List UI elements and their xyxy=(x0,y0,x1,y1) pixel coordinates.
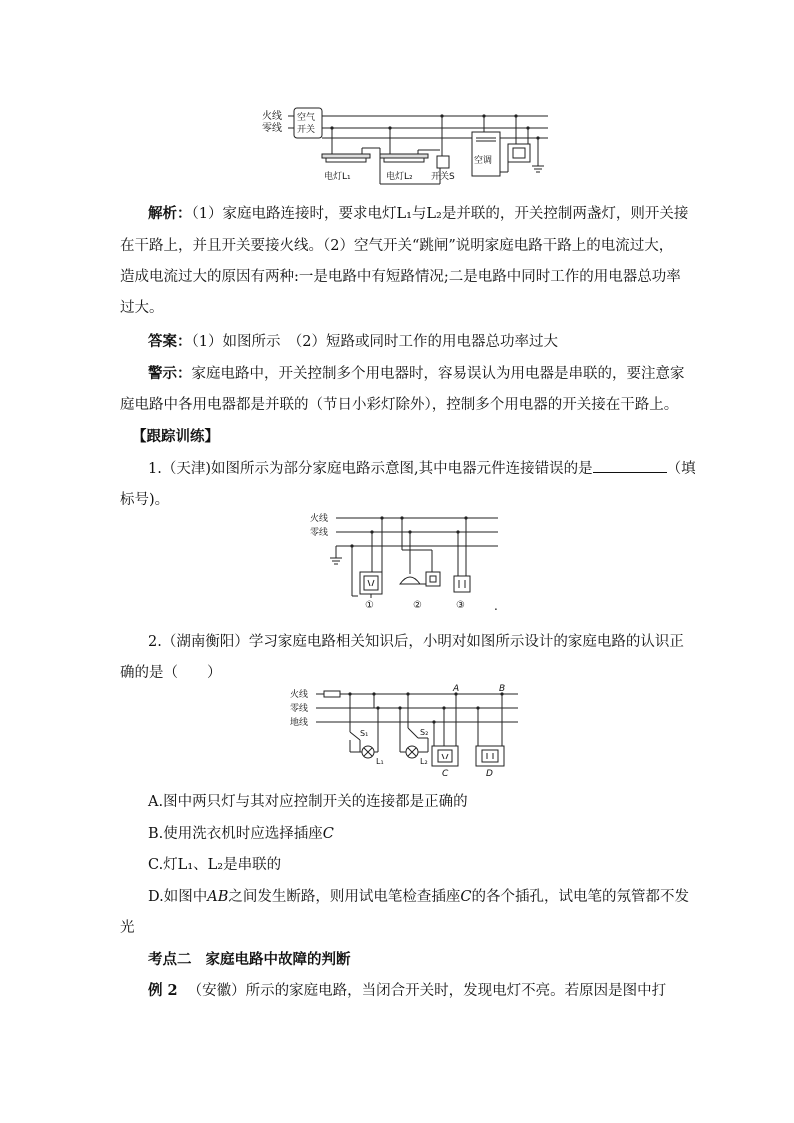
warning-label: 警示： xyxy=(148,365,192,382)
point-b-label: B xyxy=(499,684,506,694)
socket-c-label: C xyxy=(442,769,449,778)
analysis-text-1: （1）家庭电路连接时，要求电灯L₁与L₂是并联的，开关控制两盏灯，则开关接 xyxy=(191,206,689,222)
analysis-label: 解析： xyxy=(148,205,192,222)
topic-2-label: 考点二 xyxy=(148,951,192,968)
socket-d-label: D xyxy=(486,769,493,778)
question-2-line-1: 2.（湖南衡阳）学习家庭电路相关知识后，小明对如图所示设计的家庭电路的认识正 xyxy=(148,634,684,650)
circuit-figure-2 xyxy=(306,510,506,614)
option-c: C.灯L₁、L₂是串联的 xyxy=(148,857,282,873)
option-d-text-3: 的各个插孔，试电笔的氖管都不发 xyxy=(471,889,689,905)
lamp1-label: 电灯L₁ xyxy=(324,172,351,182)
live-wire-label: 火线 xyxy=(262,111,282,122)
option-d-text-1: D.如图中 xyxy=(148,889,208,905)
analysis-line-1 xyxy=(148,202,688,223)
aircon-label: 空调 xyxy=(474,156,493,166)
example-2-text: （安徽）所示的家庭电路，当闭合开关时，发现电灯不亮。若原因是图中打 xyxy=(187,983,667,999)
lamp2-label: 电灯L₂ xyxy=(386,172,413,182)
question-1-line-2: 标号)。 xyxy=(120,492,170,508)
example-2-line xyxy=(148,979,666,1000)
warning-line-1 xyxy=(148,362,685,383)
option-d-line-1 xyxy=(148,885,689,906)
option-b xyxy=(148,822,334,843)
neutral-wire-label: 零线 xyxy=(310,528,329,538)
warning-line-2: 庭电路中各用电器都是并联的（节日小彩灯除外），控制多个用电器的开关接在干路上。 xyxy=(120,397,679,413)
warning-text-1: 家庭电路中，开关控制多个用电器时，容易误认为用电器是串联的，要注意家 xyxy=(191,366,685,382)
topic-2-heading xyxy=(148,948,351,969)
ground-wire-label: 地线 xyxy=(290,718,309,728)
figure-period: . xyxy=(494,599,498,613)
option-a: A.图中两只灯与其对应控制开关的连接都是正确的 xyxy=(148,794,468,810)
question-1-fill-hint: （填 xyxy=(666,461,696,477)
analysis-line-2: 在干路上，并且开关要接火线。（2）空气开关“跳闸”说明家庭电路干路上的电流过大， xyxy=(120,238,674,254)
question-1-line-1 xyxy=(148,457,696,478)
component-1-number: ① xyxy=(365,600,374,611)
switch-s-label: 开关S xyxy=(431,172,455,182)
component-3-number: ③ xyxy=(456,600,465,611)
neutral-wire-label: 零线 xyxy=(262,123,282,134)
option-d-text-2: 之间发生断路，则用试电笔检查插座 xyxy=(228,889,461,905)
option-d-socket: C xyxy=(460,889,472,905)
answer-blank xyxy=(593,457,667,473)
section-heading: 【跟踪训练】 xyxy=(132,428,219,445)
neutral-wire-label: 零线 xyxy=(290,704,309,714)
question-2-line-2: 确的是（ ） xyxy=(120,665,222,681)
lamp-l1-label: L₁ xyxy=(376,757,384,766)
component-2-number: ② xyxy=(413,600,422,611)
option-d-line-2: 光 xyxy=(120,920,135,936)
option-d-segment: AB xyxy=(207,889,229,905)
answer-label: 答案： xyxy=(148,333,192,350)
circuit-figure-3 xyxy=(288,682,524,778)
answer-text: （1）如图所示 （2）短路或同时工作的用电器总功率过大 xyxy=(191,334,558,350)
answer-line xyxy=(148,330,558,351)
analysis-line-4: 过大。 xyxy=(120,300,164,316)
example-2-label: 例 2 xyxy=(148,982,178,999)
option-b-socket: C xyxy=(322,826,334,842)
live-wire-label: 火线 xyxy=(310,514,329,524)
point-a-label: A xyxy=(453,684,460,694)
switch-s1-label: S₁ xyxy=(360,729,369,738)
lamp-l2-label: L₂ xyxy=(420,757,428,766)
option-b-text: B.使用洗衣机时应选择插座 xyxy=(148,826,323,842)
circuit-figure-1 xyxy=(262,104,552,186)
air-switch-label-1: 空气 xyxy=(297,113,316,123)
topic-2-title: 家庭电路中故障的判断 xyxy=(205,951,351,968)
analysis-line-3: 造成电流过大的原因有两种:一是电路中有短路情况;二是电路中同时工作的用电器总功率 xyxy=(120,269,681,285)
question-1-text: 1.（天津)如图所示为部分家庭电路示意图,其中电器元件连接错误的是 xyxy=(148,461,593,477)
switch-s2-label: S₂ xyxy=(420,728,429,737)
air-switch-label-2: 开关 xyxy=(297,125,316,135)
live-wire-label: 火线 xyxy=(290,690,309,700)
